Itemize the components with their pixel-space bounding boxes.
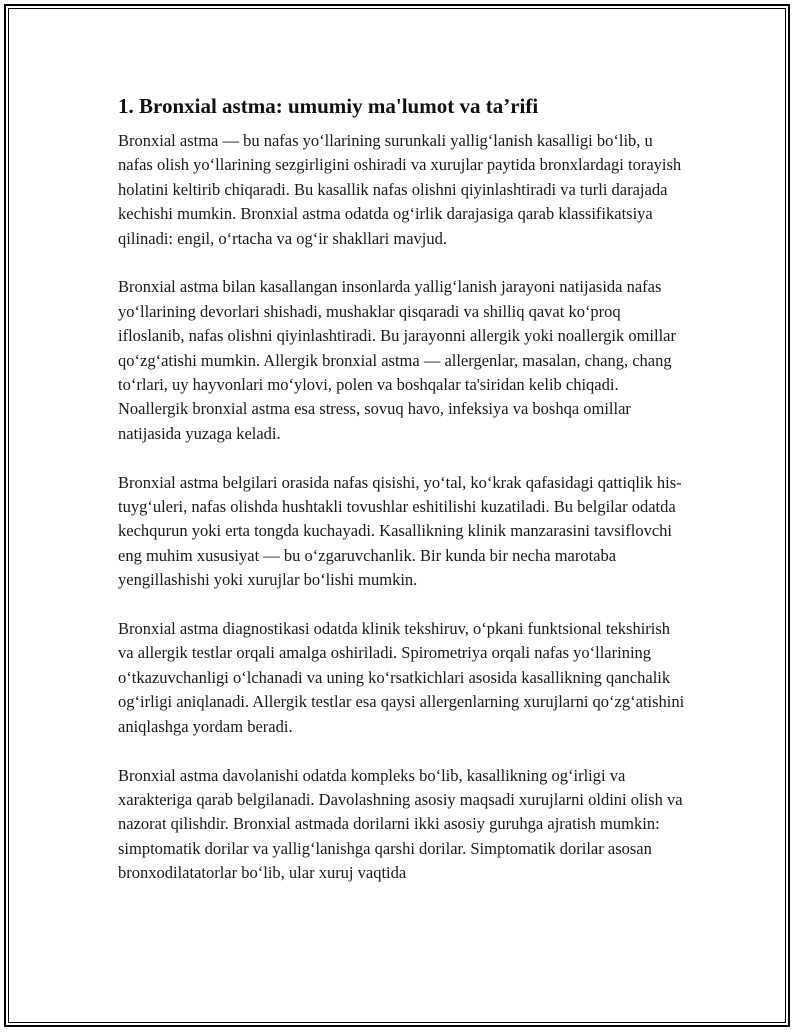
document-body [118, 92, 688, 910]
paragraph-inflammation: Bronxial astma bilan kasallangan insonlarda yallig‘lanish jarayoni natijasida nafas yo‘llarining devorlari shishadi, mushaklar qisqaradi va shilliq qavat ko‘proq ifloslanib, nafas olishni qiyinlashtiradi. Bu jarayonni allergik yoki noallergik omillar qo‘zg‘atishi mumkin. Allergik bronxial astma — allergenlar, masalan, chang, chang to‘rlari, uy hayvonlari mo‘ylovi, polen va boshqalar ta'siridan kelib chiqadi. Noallergik bronxial astma esa stress, sovuq havo, infeksiya va boshqa omillar natijasida yuzaga keladi. [118, 277, 677, 443]
paragraph-symptoms: Bronxial astma belgilari orasida nafas qisishi, yo‘tal, ko‘krak qafasidagi qattiqlik his-tuyg‘uleri, nafas olishda hushtakli tovushlar eshitilishi kuzatiladi. Bu belgilar odatda kechqurun yoki erta tongda kuchayadi. Kasallikning klinik manzarasini tavsiflovchi eng muhim xususiyat — bu o‘zgaruvchanlik. Bir kunda bir necha marotaba yengillashishi yoki xurujlar bo‘lishi mumkin. [118, 472, 682, 590]
paragraph-diagnostics: Bronxial astma diagnostikasi odatda klinik tekshiruv, o‘pkani funktsional tekshirish va allergik testlar orqali amalga oshiriladi. Spirometriya orqali nafas yo‘llarining o‘tkazuvchanligi o‘lchanadi va uning ko‘rsatkichlari asosida kasallikning qanchalik og‘irligi aniqlanadi. Allergik testlar esa qaysi allergenlarning xurujlarni qo‘zg‘atishini aniqlashga yordam beradi. [118, 619, 685, 736]
paragraph-treatment: Bronxial astma davolanishi odatda kompleks bo‘lib, kasallikning og‘irligi va xarakteriga qarab belgilanadi. Davolashning asosiy maqsadi xurujlarni oldini olish va nazorat qilishdir. Bronxial astmada dorilarni ikki asosiy guruhga ajratish mumkin: simptomatik dorilar va yallig‘lanishga qarshi dorilar. Simptomatik dorilar asosan bronxodilatatorlar bo‘lib, ular xuruj vaqtida [118, 765, 683, 883]
section-heading: 1. Bronxial astma: umumiy ma'lumot va ta’rifi [118, 94, 539, 118]
paragraph-definition: Bronxial astma — bu nafas yo‘llarining surunkali yallig‘lanish kasalligi bo‘lib, u nafas olish yo‘llarining sezgirligini oshiradi va xurujlar paytida bronxlardagi torayish holatini keltirib chiqaradi. Bu kasallik nafas olishni qiyinlashtiradi va turli darajada kechishi mumkin. Bronxial astma odatda og‘irlik darajasiga qarab klassifikatsiya qilinadi: engil, o‘rtacha va og‘ir shakllari mavjud. [118, 131, 682, 248]
